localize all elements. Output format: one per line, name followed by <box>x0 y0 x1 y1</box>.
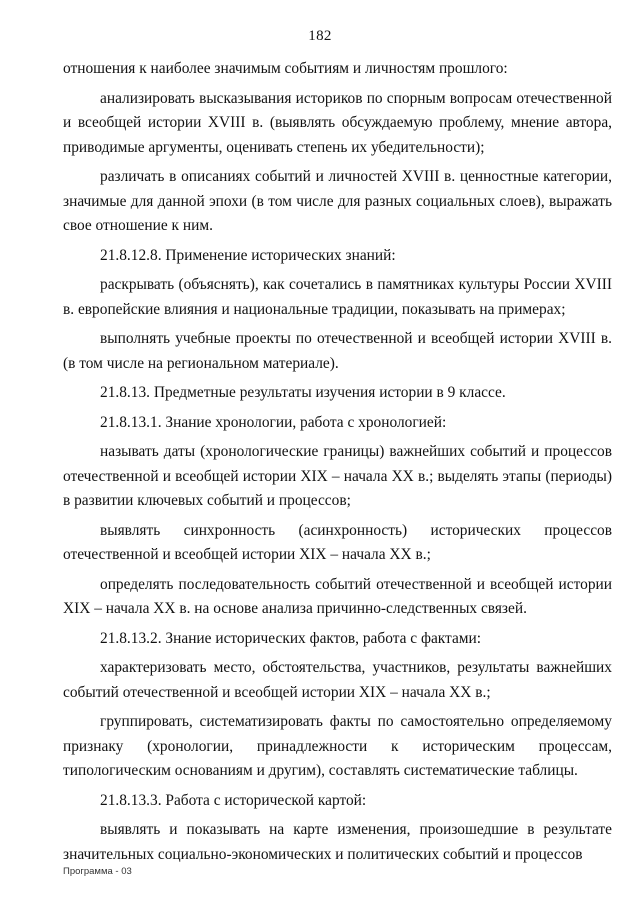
document-body <box>63 57 612 872</box>
paragraph: характеризовать место, обстоятельства, участников, результаты важнейших событий отечественной и всеобщей истории XIX – начала XX в.; <box>63 659 612 701</box>
section-heading: 21.8.13. Предметные результаты изучения истории в 9 классе. <box>100 384 506 401</box>
paragraph: выявлять синхронность (асинхронность) исторических процессов отечественной и всеобщей истории XIX – начала XX в.; <box>63 521 612 563</box>
paragraph-continuation: отношения к наиболее значимым событиям и личностям прошлого: <box>63 60 508 77</box>
paragraph: различать в описаниях событий и личностей XVIII в. ценностные категории, значимые для данной эпохи (в том числе для разных социальных слоев), выражать свое отношение к ним. <box>63 168 612 234</box>
section-heading: 21.8.13.2. Знание исторических фактов, работа с фактами: <box>100 629 482 647</box>
paragraph: анализировать высказывания историков по спорным вопросам отечественной и всеобщей истории XVIII в. (выявлять обсуждаемую проблему, мнение автора, приводимые аргументы, оценивать степень их убедительности); <box>63 89 612 156</box>
section-heading: 21.8.13.1. Знание хронологии, работа с хронологией: <box>100 413 447 431</box>
paragraph: раскрывать (объяснять), как сочетались в памятниках культуры России XVIII в. европейские влияния и национальные традиции, показывать на примерах; <box>63 276 612 318</box>
section-heading: 21.8.12.8. Применение исторических знаний: <box>100 246 396 264</box>
paragraph: называть даты (хронологические границы) важнейших событий и процессов отечественной и всеобщей истории XIX – начала XX в.; выделять этапы (периоды) в развитии ключевых событий и процессов; <box>63 443 612 509</box>
paragraph: определять последовательность событий отечественной и всеобщей истории XIX – начала XX в. на основе анализа причинно-следственных связей. <box>63 575 612 617</box>
footer-program-label: Программа - 03 <box>63 866 132 877</box>
paragraph: группировать, систематизировать факты по самостоятельно определяемому признаку (хронологии, принадлежности к историческим процессам, типологическим основаниям и другим), составлять систематические таблицы. <box>63 713 612 779</box>
paragraph: выполнять учебные проекты по отечественной и всеобщей истории XVIII в. (в том числе на региональном материале). <box>63 330 612 372</box>
page-number: 182 <box>308 28 332 44</box>
paragraph: выявлять и показывать на карте изменения, произошедшие в результате значительных социально-экономических и политических событий и процессов <box>63 821 612 863</box>
section-heading: 21.8.13.3. Работа с исторической картой: <box>100 791 367 809</box>
